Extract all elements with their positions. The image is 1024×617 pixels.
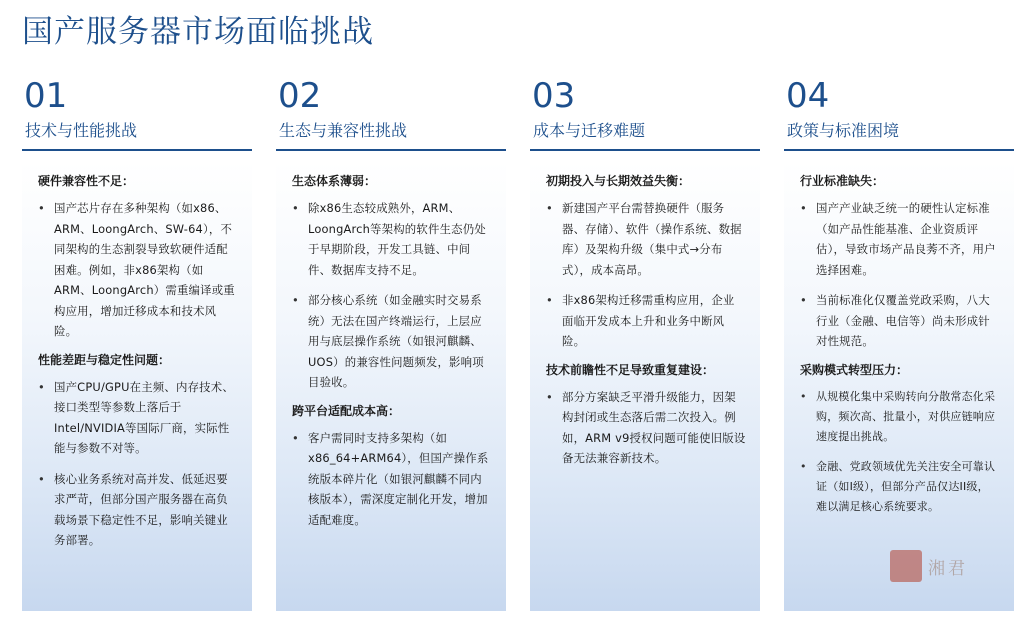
column-policy-standards (784, 76, 1014, 611)
bullet-item: • 非x86架构迁移需重构应用，企业面临开发成本上升和业务中断风险。 (546, 290, 746, 352)
column-technology (22, 76, 252, 611)
bullet-item: • 国产芯片存在多种架构（如x86、ARM、LoongArch、SW-64），不同架构的生态割裂导致软硬件适配困难。例如，非x86架构（如ARM、LoongArch）需重编译或重构应用，增加迁移成本和技术风险。 (38, 198, 238, 342)
section-title: 硬件兼容性不足： (38, 174, 135, 188)
column-heading: 政策与标准困境 (784, 116, 1014, 151)
bullet-item: • 部分方案缺乏平滑升级能力，因架构封闭或生态落后需二次投入。例如，ARM v9授权问题可能使旧版设备无法兼容新技术。 (546, 387, 746, 469)
bullet-item: • 客户需同时支持多架构（如x86_64+ARM64），但国产操作系统版本碎片化（如银河麒麟不同内核版本），需深度定制化开发，增加适配难度。 (292, 428, 492, 531)
bullet-item: • 当前标准化仅覆盖党政采购，八大行业（金融、电信等）尚未形成针对性规范。 (800, 290, 1000, 352)
section-title: 行业标准缺失： (800, 174, 885, 188)
page-title: 国产服务器市场面临挑战 (22, 14, 374, 50)
bullet-item: • 部分核心系统（如金融实时交易系统）无法在国产终端运行，上层应用与底层操作系统（如银河麒麟、UOS）的兼容性问题频发，影响项目验收。 (292, 290, 492, 393)
bullet-item: • 核心业务系统对高并发、低延迟要求严苛，但部分国产服务器在高负载场景下稳定性不足，影响关键业务部署。 (38, 469, 238, 551)
seal-icon (890, 550, 922, 582)
bullet-item: • 金融、党政领域优先关注安全可靠认证（如I级），但部分产品仅达II级，难以满足核心系统要求。 (800, 457, 1000, 517)
bullet-item: • 新建国产平台需替换硬件（服务器、存储）、软件（操作系统、数据库）及架构升级（集中式→分布式），成本高昂。 (546, 198, 746, 280)
column-number: 03 (532, 76, 576, 116)
column-number: 01 (24, 76, 68, 116)
section-title: 采购模式转型压力： (800, 362, 909, 377)
watermark-text: 湘君 (928, 558, 968, 579)
column-number: 04 (786, 76, 830, 116)
column-card (22, 161, 252, 611)
column-cost-migration (530, 76, 760, 611)
section-title: 生态体系薄弱： (292, 174, 377, 188)
bullet-item: • 国产CPU/GPU在主频、内存技术、接口类型等参数上落后于Intel/NVIDIA等国际厂商，实际性能与参数不对等。 (38, 377, 238, 459)
column-card (784, 161, 1014, 611)
section-title: 技术前瞻性不足导致重复建设： (546, 362, 715, 377)
section-title: 跨平台适配成本高： (292, 403, 401, 418)
column-heading: 生态与兼容性挑战 (276, 116, 506, 151)
bullet-item: • 除x86生态较成熟外，ARM、LoongArch等架构的软件生态仍处于早期阶段，开发工具链、中间件、数据库支持不足。 (292, 198, 492, 280)
bullet-item: • 国产产业缺乏统一的硬性认定标准（如产品性能基准、企业资质评估），导致市场产品良莠不齐，用户选择困难。 (800, 198, 1000, 280)
section-title: 初期投入与长期效益失衡： (546, 174, 691, 188)
column-heading: 技术与性能挑战 (22, 116, 252, 151)
bullet-item: • 从规模化集中采购转向分散常态化采购，频次高、批量小，对供应链响应速度提出挑战。 (800, 387, 1000, 447)
column-number: 02 (278, 76, 322, 116)
column-card (276, 161, 506, 611)
column-ecosystem (276, 76, 506, 611)
column-card (530, 161, 760, 611)
section-title: 性能差距与稳定性问题： (38, 352, 171, 367)
column-heading: 成本与迁移难题 (530, 116, 760, 151)
watermark-logo (890, 550, 994, 582)
